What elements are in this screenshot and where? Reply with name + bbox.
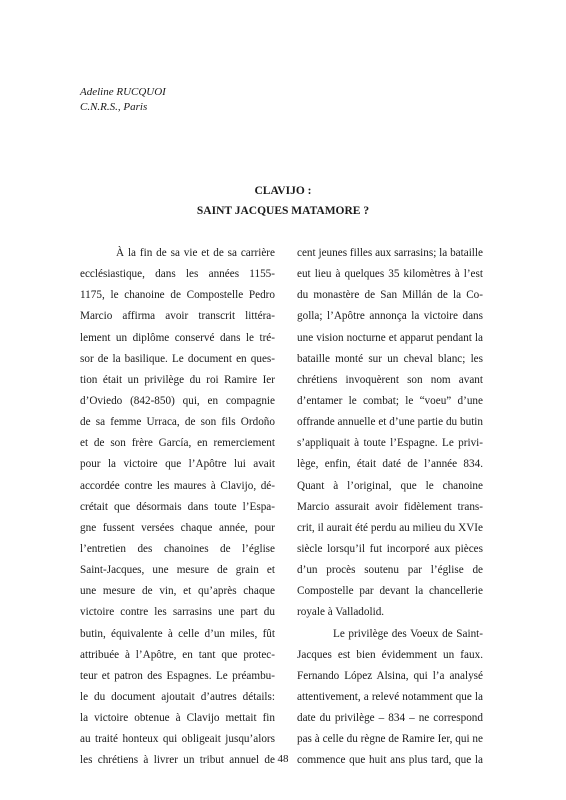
text-line: Fernando López Alsina, qui l’a analysé bbox=[297, 669, 483, 682]
text-line: victoire contre les sarrasins une part du bbox=[80, 606, 275, 619]
text-line: siècle lorsqu’il fut incorporé aux pièces bbox=[297, 542, 483, 555]
text-line: teur et patron des Espagnes. Le préambu- bbox=[80, 669, 275, 682]
text-line: butin, équivalente à celle d’un miles, fût bbox=[80, 627, 275, 640]
text-line: les chrétiens à livrer un tribut annuel de bbox=[80, 754, 275, 767]
author-name: Adeline RUCQUOI bbox=[80, 86, 166, 98]
text-line: et de son frère García, en remerciement bbox=[80, 437, 275, 450]
text-line: d’Oviedo (842-850) qui, en compagnie bbox=[80, 394, 275, 407]
text-line: cent jeunes filles aux sarrasins; la bataille bbox=[297, 247, 483, 259]
text-line: Quant à l’original, que le chanoine bbox=[297, 479, 483, 492]
page-number: 48 bbox=[277, 753, 289, 765]
text-line: offrande annuelle et d’une partie du butin bbox=[297, 416, 483, 429]
left-text-column bbox=[80, 243, 275, 772]
text-line: Compostelle par devant la chancellerie bbox=[297, 585, 483, 598]
text-line: du monastère de San Millán de la Co- bbox=[297, 289, 483, 302]
text-line: royale à Valladolid. bbox=[297, 606, 385, 619]
text-line: sor de la basilique. Le document en ques- bbox=[80, 352, 275, 365]
right-text-column bbox=[297, 243, 483, 772]
text-line: de sa femme Urraca, de son fils Ordoño bbox=[80, 416, 275, 429]
text-line: golla; l’Apôtre annonça la victoire dans bbox=[297, 310, 483, 323]
text-line: le du document ajoutait d’autres détails: bbox=[80, 690, 275, 703]
text-line: s’appliquait à toute l’Espagne. Le privi- bbox=[297, 437, 483, 450]
title-line-2: SAINT JACQUES MATAMORE ? bbox=[196, 205, 370, 217]
text-line: pas à celle du règne de Ramire Ier, qui ne bbox=[297, 733, 483, 746]
text-line: gne fussent versées chaque année, pour bbox=[80, 521, 275, 534]
text-line: bataille monté sur un cheval blanc; les bbox=[297, 352, 483, 365]
text-line: la victoire obtenue à Clavijo mettait fin bbox=[80, 712, 275, 725]
text-line: au traité honteux qui obligeait jusqu’alors bbox=[80, 733, 275, 746]
text-line: d’un procès soutenu par l’église de bbox=[297, 564, 483, 577]
text-line: Marcio assurait avoir fidèlement trans- bbox=[297, 500, 483, 513]
text-line: Le privilège des Voeux de Saint- bbox=[333, 627, 483, 640]
text-line: À la fin de sa vie et de sa carrière bbox=[116, 247, 275, 259]
text-line: tion était un privilège du roi Ramire Ier bbox=[80, 373, 275, 386]
text-line: l’entretien des chanoines de l’église bbox=[80, 542, 275, 555]
text-line: commence que huit ans plus tard, que la bbox=[297, 754, 483, 767]
text-line: 1175, le chanoine de Compostelle Pedro bbox=[80, 289, 275, 302]
title-line-1: CLAVIJO : bbox=[254, 185, 312, 197]
article-title bbox=[0, 181, 566, 221]
text-line: une vision nocturne et apparut pendant la bbox=[297, 331, 483, 344]
text-line: attentivement, a relevé notamment que la bbox=[297, 690, 483, 703]
text-line: pour la victoire que l’Apôtre lui avait bbox=[80, 458, 275, 471]
text-line: lège, enfin, était daté de l’année 834. bbox=[297, 458, 483, 471]
text-line: accordée contre les maures à Clavijo, dé- bbox=[80, 479, 275, 492]
text-line: chrétiens invoquèrent son nom avant bbox=[297, 373, 483, 386]
text-line: crétait que désormais dans toute l’Espa- bbox=[80, 500, 275, 513]
text-line: ecclésiastique, dans les années 1155- bbox=[80, 268, 275, 281]
text-line: lement un diplôme conservé dans le tré- bbox=[80, 331, 275, 344]
text-line: date du privilège – 834 – ne correspond bbox=[297, 712, 483, 725]
text-line: eut lieu à quelques 35 kilomètres à l’est bbox=[297, 268, 483, 281]
text-line: d’entamer le combat; le “voeu” d’une bbox=[297, 394, 483, 407]
text-line: crit, il aurait été perdu au milieu du XVIe bbox=[297, 521, 483, 534]
text-line: Marcio affirma avoir transcrit littéra- bbox=[80, 310, 275, 323]
author-affiliation: C.N.R.S., Paris bbox=[80, 101, 148, 113]
text-line: Jacques est bien évidemment un faux. bbox=[297, 648, 483, 661]
text-line: une mesure de vin, et qu’après chaque bbox=[80, 585, 275, 598]
text-line: Saint-Jacques, une mesure de grain et bbox=[80, 564, 275, 577]
author-block bbox=[80, 85, 166, 115]
text-line: attribuée à l’Apôtre, en tant que protec- bbox=[80, 648, 275, 661]
